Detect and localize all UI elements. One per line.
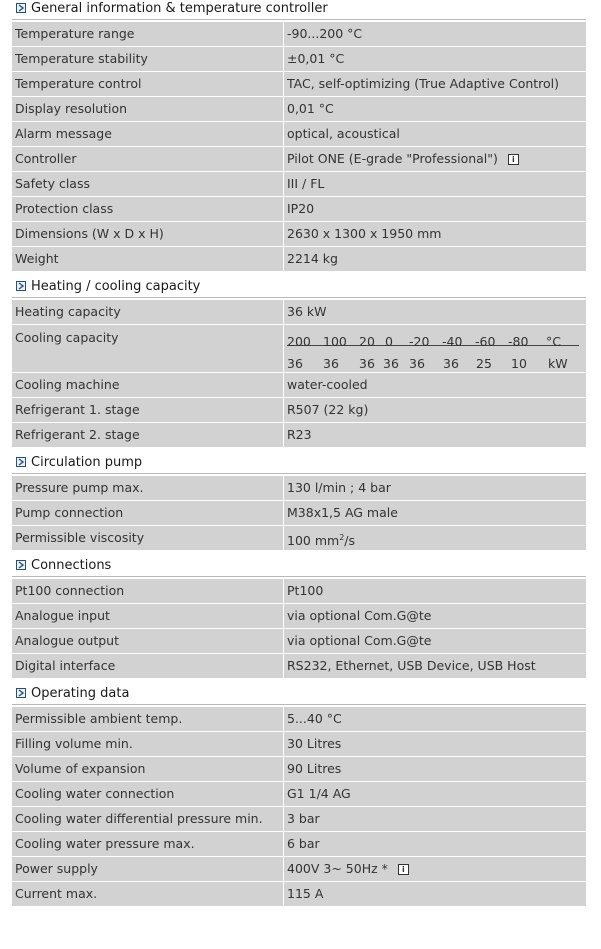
spec-label: Pt100 connection — [12, 579, 284, 603]
cooling-cap: 10 — [511, 356, 527, 371]
spec-row — [12, 501, 586, 525]
spec-row — [12, 604, 586, 628]
spec-row — [12, 629, 586, 653]
spec-label: Pump connection — [12, 501, 284, 525]
spec-label: Current max. — [12, 882, 284, 906]
spec-value: 36 kW — [287, 304, 327, 319]
spec-value: IP20 — [287, 201, 315, 216]
spec-row — [12, 807, 586, 831]
spec-label: Heating capacity — [12, 300, 284, 324]
spec-label: Cooling water differential pressure min. — [12, 807, 284, 831]
spec-value — [284, 857, 586, 881]
arrow-right-box-icon — [16, 688, 26, 698]
spec-label: Pressure pump max. — [12, 476, 284, 500]
spec-value: optical, acoustical — [287, 126, 400, 141]
spec-label: Temperature stability — [12, 47, 284, 71]
cooling-capacities-row — [287, 352, 579, 371]
arrow-right-box-icon — [16, 281, 26, 291]
spec-value: 130 l/min ; 4 bar — [287, 480, 391, 495]
spec-value: R23 — [287, 427, 312, 442]
section-title: Circulation pump — [31, 455, 143, 470]
spec-value: 30 Litres — [287, 736, 342, 751]
spec-value: TAC, self-optimizing (True Adaptive Control) — [287, 76, 560, 91]
spec-label: Cooling capacity — [12, 325, 284, 372]
spec-label: Power supply — [12, 857, 284, 881]
cooling-cap: 36 — [443, 356, 459, 371]
section-header[interactable] — [12, 685, 586, 705]
arrow-right-box-icon — [16, 457, 26, 467]
cooling-capacity-table — [284, 325, 586, 372]
arrow-right-box-icon — [16, 560, 26, 570]
spec-row — [12, 526, 586, 550]
spec-row — [12, 732, 586, 756]
cooling-temp: -80 — [508, 334, 529, 349]
spec-value: III / FL — [287, 176, 325, 191]
spec-label: Controller — [12, 147, 284, 171]
spec-label: Alarm message — [12, 122, 284, 146]
section-title: General information & temperature controller — [31, 1, 328, 16]
spec-row — [12, 707, 586, 731]
spec-value: 90 Litres — [287, 761, 342, 776]
spec-value — [284, 526, 586, 550]
spec-label: Refrigerant 2. stage — [12, 423, 284, 447]
spec-label: Analogue output — [12, 629, 284, 653]
spec-row — [12, 857, 586, 881]
cooling-temp: 100 — [323, 334, 347, 349]
spec-value: 6 bar — [287, 836, 320, 851]
spec-value: G1 1/4 AG — [287, 786, 351, 801]
cooling-cap-unit: kW — [548, 356, 568, 371]
spec-label: Display resolution — [12, 97, 284, 121]
spec-value: 115 A — [287, 886, 324, 901]
cooling-cap: 36 — [409, 356, 425, 371]
spec-label: Permissible ambient temp. — [12, 707, 284, 731]
cooling-cap: 36 — [359, 356, 375, 371]
spec-value: 3 bar — [287, 811, 320, 826]
spec-row — [12, 579, 586, 603]
spec-row — [12, 423, 586, 447]
spec-row — [12, 476, 586, 500]
section-operating-data — [12, 685, 586, 906]
section-header[interactable] — [12, 0, 586, 20]
spec-label: Weight — [12, 247, 284, 271]
spec-value: -90...200 °C — [287, 26, 363, 41]
spec-label: Cooling machine — [12, 373, 284, 397]
spec-label: Filling volume min. — [12, 732, 284, 756]
spec-value: ±0,01 °C — [287, 51, 345, 66]
cooling-temp-unit: °C — [546, 334, 561, 349]
cooling-temps-row — [287, 330, 579, 349]
spec-row-cooling-capacity — [12, 325, 586, 372]
spec-label: Volume of expansion — [12, 757, 284, 781]
spec-row — [12, 72, 586, 96]
spec-row — [12, 172, 586, 196]
spec-label: Safety class — [12, 172, 284, 196]
spec-row — [12, 832, 586, 856]
section-circulation-pump — [12, 454, 586, 550]
spec-row — [12, 300, 586, 324]
spec-label: Cooling water pressure max. — [12, 832, 284, 856]
spec-value: 5...40 °C — [287, 711, 342, 726]
spec-row — [12, 247, 586, 271]
viscosity-unit: /s — [344, 533, 356, 549]
spec-value: R507 (22 kg) — [287, 402, 369, 417]
spec-row — [12, 47, 586, 71]
section-general — [12, 0, 586, 271]
spec-row — [12, 882, 586, 906]
section-title: Connections — [31, 558, 112, 573]
spec-value: RS232, Ethernet, USB Device, USB Host — [287, 658, 536, 673]
viscosity-value: 100 mm — [287, 533, 340, 549]
spec-value: 0,01 °C — [287, 101, 334, 116]
viscosity-exponent: 2 — [339, 533, 345, 542]
spec-value: Pt100 — [287, 583, 324, 598]
spec-row — [12, 654, 586, 678]
info-icon[interactable]: i — [398, 864, 409, 875]
spec-row — [12, 97, 586, 121]
section-title: Heating / cooling capacity — [31, 279, 201, 294]
spec-label: Permissible viscosity — [12, 526, 284, 550]
spec-row — [12, 782, 586, 806]
spec-row — [12, 398, 586, 422]
section-header[interactable] — [12, 454, 586, 474]
spec-label: Analogue input — [12, 604, 284, 628]
section-heating-cooling — [12, 278, 586, 447]
spec-row — [12, 22, 586, 46]
info-icon[interactable]: i — [508, 154, 519, 165]
spec-label: Digital interface — [12, 654, 284, 678]
spec-label: Temperature range — [12, 22, 284, 46]
spec-row — [12, 197, 586, 221]
cooling-temp: -20 — [409, 334, 430, 349]
spec-row — [12, 757, 586, 781]
spec-value: via optional Com.G@te — [287, 633, 432, 648]
spec-value: 2214 kg — [287, 251, 338, 266]
spec-value: 2630 x 1300 x 1950 mm — [287, 226, 442, 241]
cooling-cap: 25 — [476, 356, 492, 371]
spec-label: Refrigerant 1. stage — [12, 398, 284, 422]
cooling-cap: 36 — [383, 356, 399, 371]
cooling-cap: 36 — [323, 356, 339, 371]
spec-row — [12, 122, 586, 146]
spec-label: Dimensions (W x D x H) — [12, 222, 284, 246]
spec-label: Protection class — [12, 197, 284, 221]
controller-value: Pilot ONE (E-grade "Professional") — [287, 151, 498, 166]
section-connections — [12, 557, 586, 678]
spec-value: M38x1,5 AG male — [287, 505, 398, 520]
cooling-cap: 36 — [287, 356, 303, 371]
cooling-temp: -40 — [442, 334, 463, 349]
cooling-temp: 200 — [287, 334, 311, 349]
spec-label: Cooling water connection — [12, 782, 284, 806]
spec-value: water-cooled — [287, 377, 368, 392]
cooling-temp: 0 — [385, 334, 393, 349]
section-header[interactable] — [12, 557, 586, 577]
arrow-right-box-icon — [16, 3, 26, 13]
spec-row — [12, 222, 586, 246]
power-supply-value: 400V 3~ 50Hz * — [287, 861, 388, 876]
spec-label: Temperature control — [12, 72, 284, 96]
cooling-temp: -60 — [475, 334, 496, 349]
spec-value: via optional Com.G@te — [287, 608, 432, 623]
spec-value — [284, 147, 586, 171]
section-header[interactable] — [12, 278, 586, 298]
spec-row — [12, 373, 586, 397]
cooling-temp: 20 — [359, 334, 375, 349]
section-title: Operating data — [31, 686, 130, 701]
spec-row — [12, 147, 586, 171]
